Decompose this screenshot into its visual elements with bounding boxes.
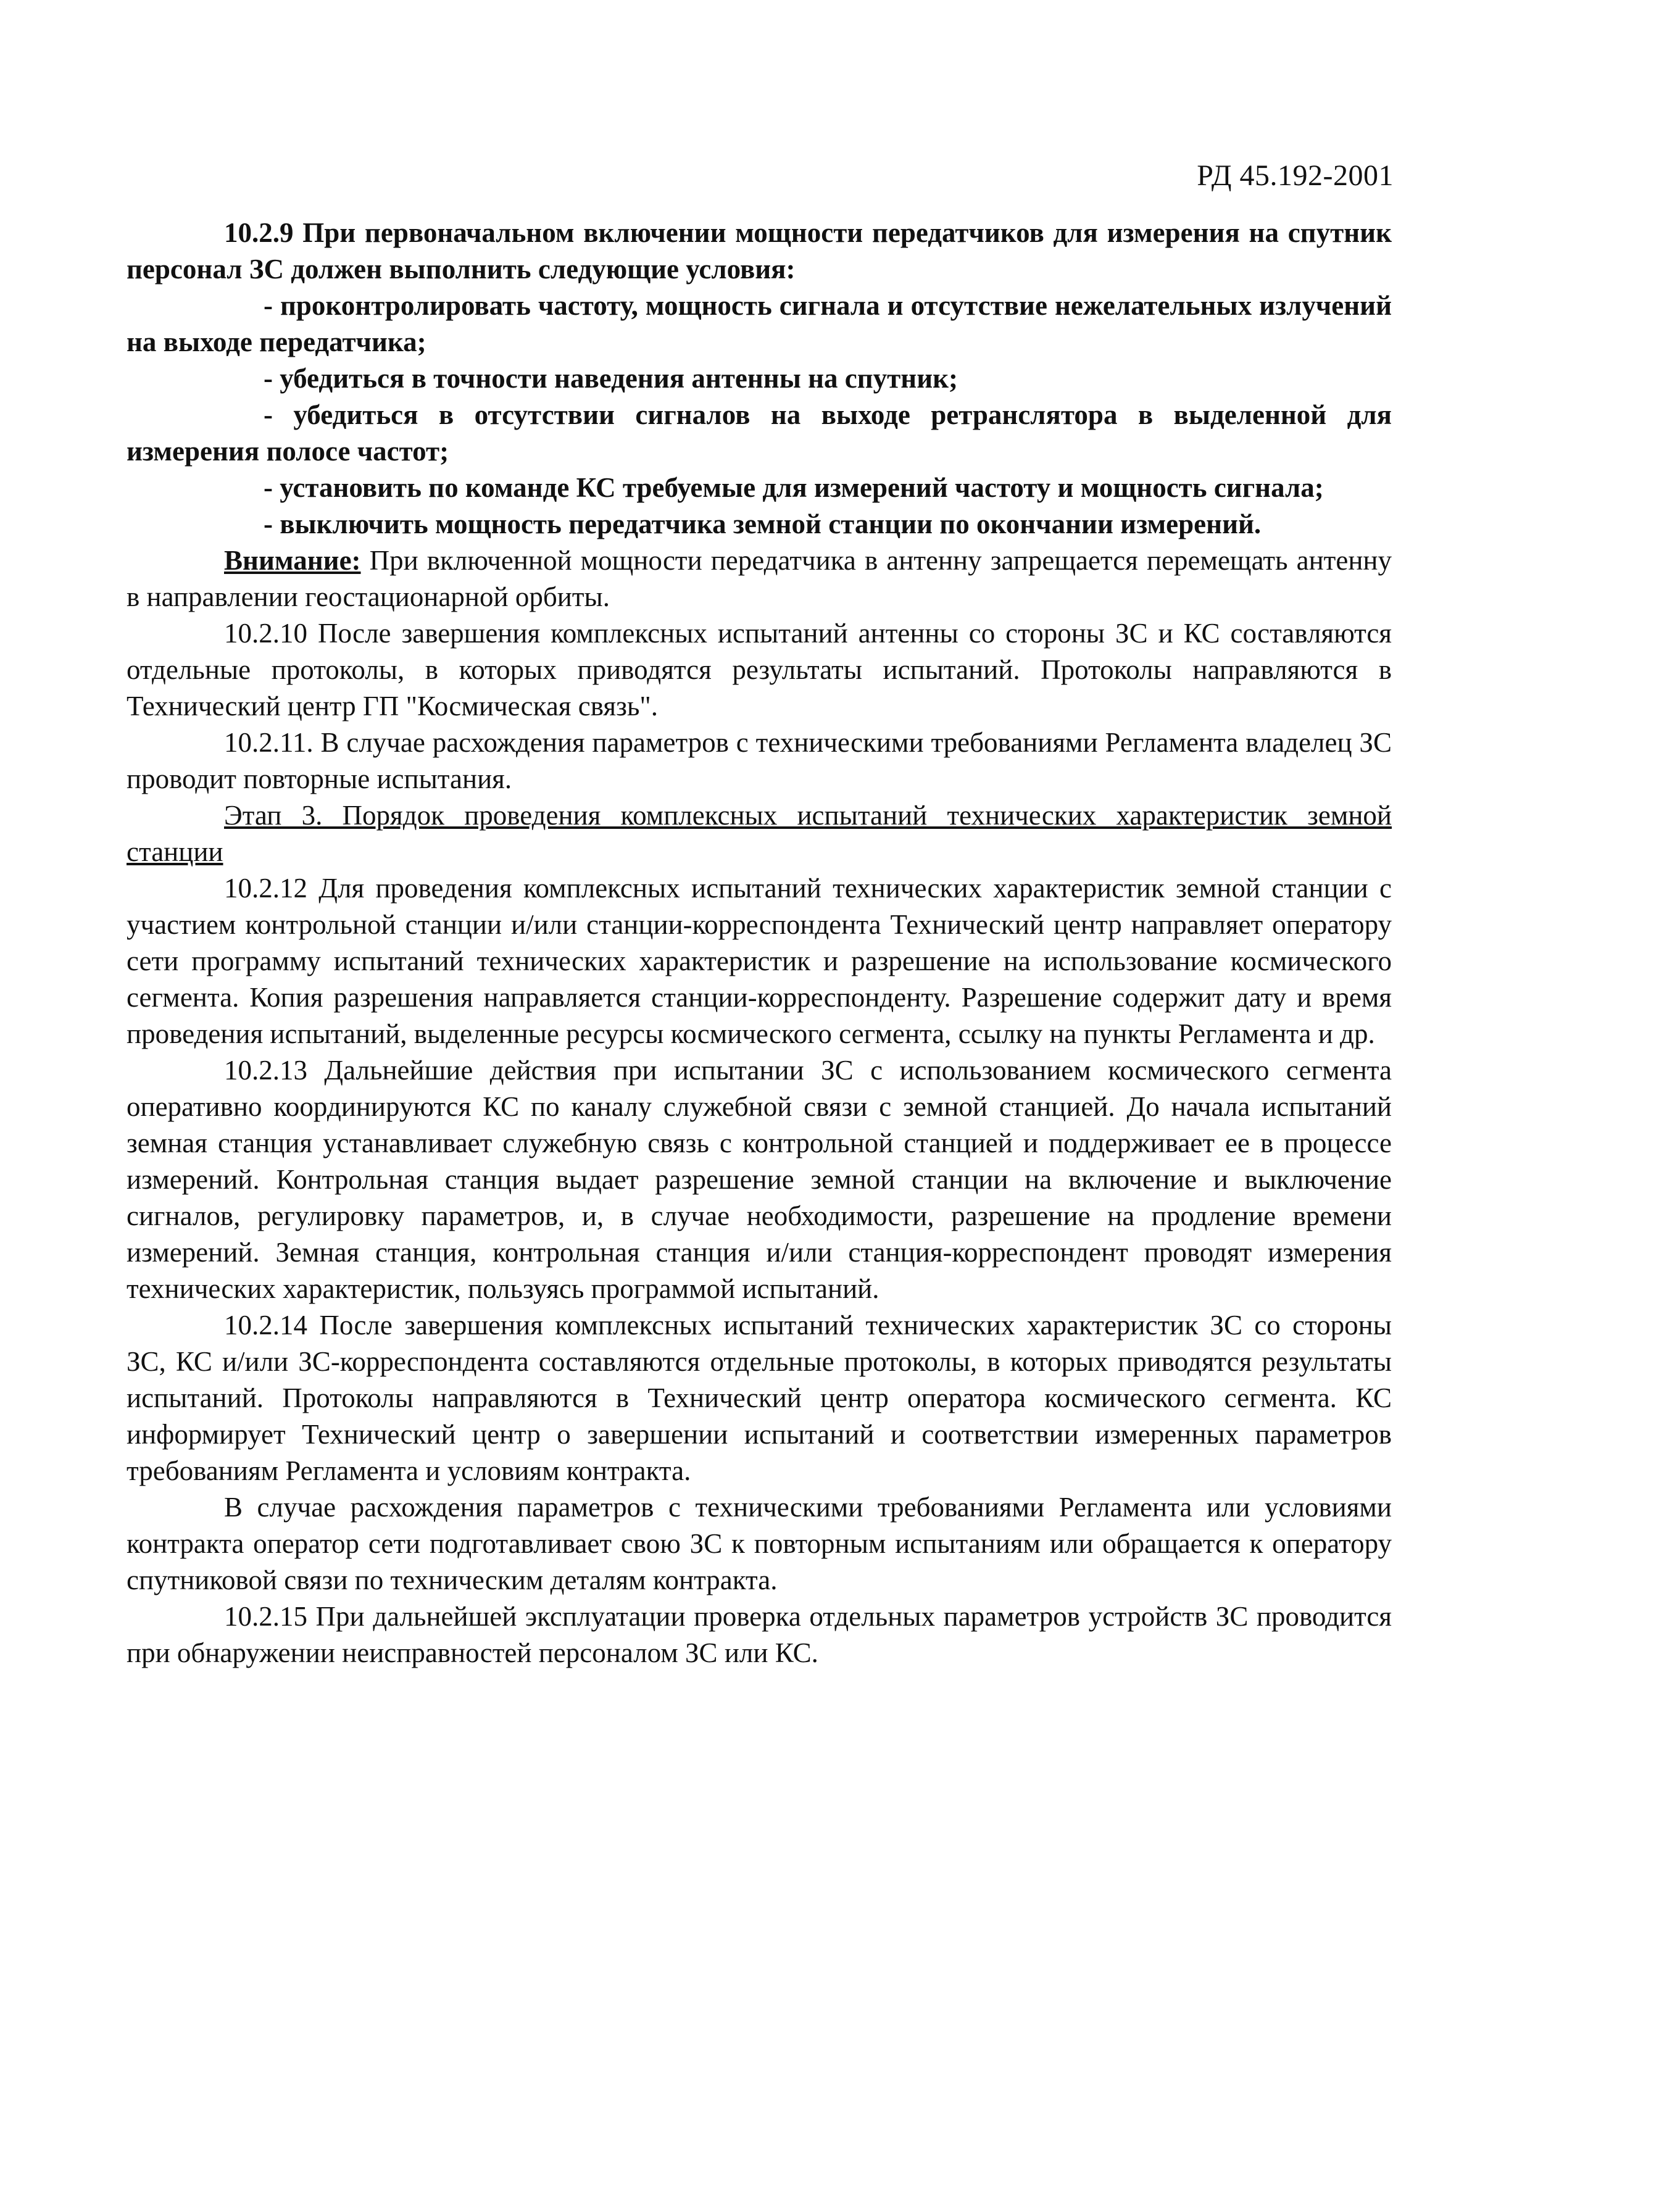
document-code: РД 45.192-2001 — [1197, 159, 1394, 192]
paragraph-10-2-10: 10.2.10 После завершения комплексных испытаний антенны со стороны ЗС и КС составляются отдельные протоколы, в которых приводятся результаты испытаний. Протоколы направляются в Технический центр ГП "Космическая связь". — [127, 618, 1392, 721]
list-item: - установить по команде КС требуемые для измерений частоту и мощность сигнала; — [264, 472, 1324, 503]
attention-text: При включенной мощности передатчика в антенну запрещается перемещать антенну в направлении геостационарной орбиты. — [127, 545, 1392, 612]
paragraph-discrepancy: В случае расхождения параметров с техническими требованиями Регламента или условиями контракта оператор сети подготавливает свою ЗС к повторным испытаниям или обращается к оператору спутниковой связи по техническим деталям контракта. — [127, 1492, 1392, 1595]
paragraph-10-2-15: 10.2.15 При дальнейшей эксплуатации проверка отдельных параметров устройств ЗС проводится при обнаружении неисправностей персоналом ЗС или КС. — [127, 1601, 1392, 1668]
paragraph-10-2-12: 10.2.12 Для проведения комплексных испытаний технических характеристик земной станции с участием контрольной станции и/или станции-корреспондента Технический центр направляет оператору сети программу испытаний технических характеристик и разрешение на использование космического сегмента. Копия разрешения направляется станции-корреспонденту. Разрешение содержит дату и время проведения испытаний, выделенные ресурсы космического сегмента, ссылку на пункты Регламента и др. — [127, 873, 1392, 1049]
paragraph-10-2-13: 10.2.13 Дальнейшие действия при испытании ЗС с использованием космического сегмента оперативно координируются КС по каналу служебной связи с земной станцией. До начала испытаний земная станция устанавливает служебную связь с контрольной станцией и поддерживает ее в процессе измерений. Контрольная станция выдает разрешение земной станции на включение и выключение сигналов, регулировку параметров, и, в случае необходимости, разрешение на продление времени измерений. Земная станция, контрольная станция и/или станция-корреспондент проводят измерения технических характеристик, пользуясь программой испытаний. — [127, 1055, 1392, 1304]
list-item: - убедиться в отсутствии сигналов на выходе ретранслятора в выделенной для измерения полосе частот; — [127, 399, 1392, 467]
document-body — [127, 215, 1392, 1671]
paragraph-10-2-9: 10.2.9 При первоначальном включении мощности передатчиков для измерения на спутник персонал ЗС должен выполнить следующие условия: — [127, 217, 1392, 285]
paragraph-10-2-14: 10.2.14 После завершения комплексных испытаний технических характеристик ЗС со стороны ЗС, КС и/или ЗС-корреспондента составляются отдельные протоколы, в которых приводятся результаты испытаний. Протоколы направляются в Технический центр оператора космического сегмента. КС информирует Технический центр о завершении испытаний и соответствии измеренных параметров требованиям Регламента и условиям контракта. — [127, 1310, 1392, 1486]
paragraph-10-2-11: 10.2.11. В случае расхождения параметров с техническими требованиями Регламента владелец ЗС проводит повторные испытания. — [127, 727, 1392, 794]
attention-paragraph — [127, 543, 1392, 615]
list-item: - выключить мощность передатчика земной станции по окончании измерений. — [264, 509, 1262, 539]
list-item: - проконтролировать частоту, мощность сигнала и отсутствие нежелательных излучений на выходе передатчика; — [127, 290, 1392, 357]
stage-3-heading: Этап 3. Порядок проведения комплексных испытаний технических характеристик земной станции — [127, 800, 1392, 867]
attention-label: Внимание: — [224, 545, 361, 576]
list-item: - убедиться в точности наведения антенны на спутник; — [264, 363, 958, 394]
